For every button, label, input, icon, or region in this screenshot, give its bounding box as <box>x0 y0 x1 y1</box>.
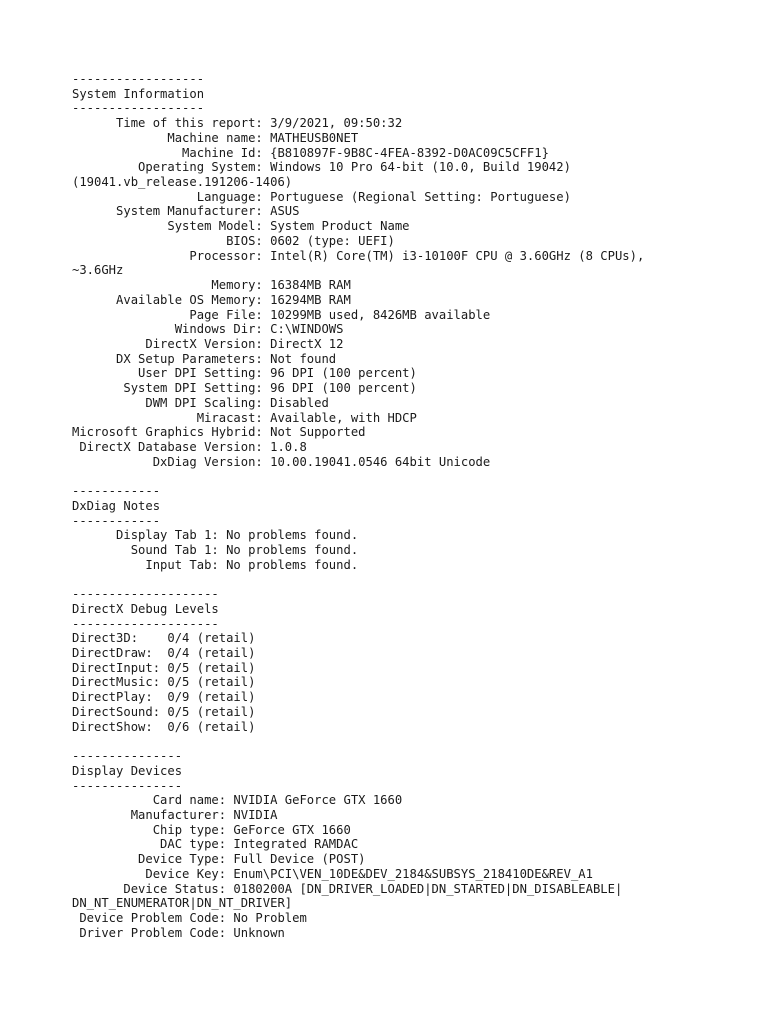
report-line: ------------ <box>72 513 161 528</box>
report-line: -------------------- <box>72 616 219 631</box>
report-line: System DPI Setting: 96 DPI (100 percent) <box>72 381 417 396</box>
report-line: Operating System: Windows 10 Pro 64-bit (10.0, Build 19042) <box>72 160 571 175</box>
report-line: Time of this report: 3/9/2021, 09:50:32 <box>72 116 403 131</box>
report-line <box>72 734 752 749</box>
report-line: DAC type: Integrated RAMDAC <box>72 837 359 852</box>
report-line: DirectX Database Version: 1.0.8 <box>72 439 307 454</box>
report-line <box>72 572 752 587</box>
report-line: DirectPlay: 0/9 (retail) <box>72 690 256 705</box>
report-line: System Manufacturer: ASUS <box>72 204 300 219</box>
report-line: DirectX Debug Levels <box>72 601 219 616</box>
report-line: Available OS Memory: 16294MB RAM <box>72 292 351 307</box>
report-line: ~3.6GHz <box>72 263 124 278</box>
report-line: ------------------ <box>72 101 205 116</box>
report-line: Display Devices <box>72 763 183 778</box>
report-line: Microsoft Graphics Hybrid: Not Supported <box>72 425 366 440</box>
report-line: System Information <box>72 86 205 101</box>
report-line: Device Status: 0180200A [DN_DRIVER_LOADED|DN_STARTED|DN_DISABLEABLE| <box>72 881 623 896</box>
report-line: DirectX Version: DirectX 12 <box>72 336 344 351</box>
report-line: Device Problem Code: No Problem <box>72 910 307 925</box>
report-line: Device Type: Full Device (POST) <box>72 852 366 867</box>
report-line: Device Key: Enum\PCI\VEN_10DE&DEV_2184&SUBSYS_218410DE&REV_A1 <box>72 866 593 881</box>
report-line: System Model: System Product Name <box>72 219 410 234</box>
report-line: --------------- <box>72 749 183 764</box>
report-line: Machine Id: {B810897F-9B8C-4FEA-8392-D0AC09C5CFF1} <box>72 145 549 160</box>
report-line: (19041.vb_release.191206-1406) <box>72 175 293 190</box>
report-line: DirectSound: 0/5 (retail) <box>72 704 256 719</box>
report-line: ------------------ <box>72 72 205 86</box>
report-line: DirectMusic: 0/5 (retail) <box>72 675 256 690</box>
report-line: DxDiag Notes <box>72 498 161 513</box>
report-line: DWM DPI Scaling: Disabled <box>72 395 329 410</box>
report-line: Card name: NVIDIA GeForce GTX 1660 <box>72 793 403 808</box>
report-line: ------------ <box>72 484 161 499</box>
report-line: Driver Problem Code: Unknown <box>72 925 285 940</box>
report-line: Sound Tab 1: No problems found. <box>72 543 359 557</box>
report-line: Memory: 16384MB RAM <box>72 278 351 293</box>
report-line: Windows Dir: C:\WINDOWS <box>72 322 344 337</box>
report-line: -------------------- <box>72 587 219 602</box>
report-line: --------------- <box>72 778 183 793</box>
report-line: DX Setup Parameters: Not found <box>72 351 337 366</box>
report-line: Machine name: MATHEUSB0NET <box>72 130 359 145</box>
report-line: Miracast: Available, with HDCP <box>72 410 417 425</box>
report-line: BIOS: 0602 (type: UEFI) <box>72 233 395 248</box>
report-line: Direct3D: 0/4 (retail) <box>72 631 256 646</box>
report-line: User DPI Setting: 96 DPI (100 percent) <box>72 366 417 381</box>
dxdiag-report <box>72 72 752 940</box>
report-line: Display Tab 1: No problems found. <box>72 528 359 543</box>
report-line: DxDiag Version: 10.00.19041.0546 64bit Unicode <box>72 454 491 469</box>
report-line: Language: Portuguese (Regional Setting: Portuguese) <box>72 189 571 204</box>
report-line <box>72 469 752 484</box>
report-line: Manufacturer: NVIDIA <box>72 807 278 822</box>
report-line: DirectInput: 0/5 (retail) <box>72 660 256 675</box>
report-line: DirectDraw: 0/4 (retail) <box>72 646 256 661</box>
report-line: DirectShow: 0/6 (retail) <box>72 719 256 734</box>
report-line: Page File: 10299MB used, 8426MB available <box>72 307 491 322</box>
report-line: Processor: Intel(R) Core(TM) i3-10100F CPU @ 3.60GHz (8 CPUs), <box>72 248 645 263</box>
report-line: Input Tab: No problems found. <box>72 557 359 572</box>
report-line: Chip type: GeForce GTX 1660 <box>72 822 351 837</box>
report-line: DN_NT_ENUMERATOR|DN_NT_DRIVER] <box>72 896 293 911</box>
